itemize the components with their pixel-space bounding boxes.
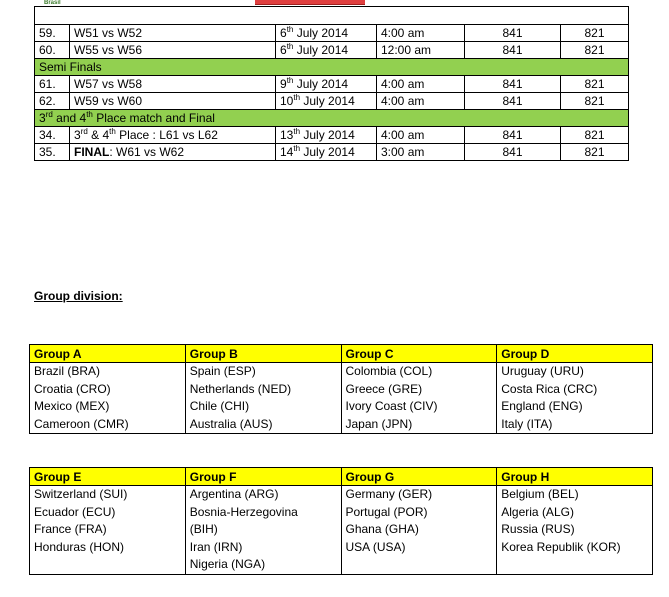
date-day: 6 [280,42,287,57]
match-number-text: 61. [39,76,56,91]
value-col-1-text: 841 [502,144,523,159]
section-text: Place match and Final [92,110,215,125]
match-time-text: 12:00 am [381,42,432,57]
team-name: Croatia (CRO) [34,381,111,396]
team-name: England (ENG) [501,399,583,413]
value-col-1-text: 841 [502,76,523,91]
section-text: and 4 [52,110,87,125]
team-name: Ecuador (ECU) [34,504,116,519]
value-col-2 [561,144,629,161]
ordinal-suffix: th [286,41,294,51]
value-col-1 [465,76,561,93]
match-time-text: 3:00 am [381,144,425,159]
team-name: Costa Rica (CRC) [501,381,598,396]
group-teams [30,363,186,434]
match-time [377,76,465,93]
date-day: 10 [280,93,294,108]
team-name: Iran (IRN) [189,539,243,554]
team-name: Italy (ITA) [501,416,553,431]
match-name-text: W51 vs W52 [74,25,143,40]
date-month-year: July 2014 [303,93,355,108]
match-name-text: W59 vs W60 [74,93,143,108]
date-day: 14 [280,144,294,159]
value-col-1 [465,144,561,161]
group-teams [341,486,497,575]
group-teams [497,486,653,575]
ordinal-suffix: th [109,126,116,136]
match-name-text: & 4 [87,127,110,142]
value-col-1-text: 841 [502,93,523,108]
value-col-2 [561,42,629,59]
match-name [70,25,276,42]
date-month-year: July 2014 [296,42,349,57]
match-date [276,25,377,42]
team-name: Belgium (BEL) [501,487,579,501]
schedule-table [34,6,629,161]
date-month-year: July 2014 [296,76,349,91]
value-col-2-text: 821 [584,93,605,108]
team-name: Honduras (HON) [34,539,125,554]
section-header [35,110,629,127]
team-name: Germany (GER) [345,487,433,501]
date-month-year: July 2014 [303,127,355,142]
match-time [377,144,465,161]
team-name: Chile (CHI) [189,399,250,413]
match-number-text: 60. [39,42,56,57]
value-col-2-text: 821 [584,144,605,159]
value-col-2 [561,127,629,144]
match-time-text: 4:00 am [381,93,425,108]
group-table-e-h [29,467,653,575]
value-col-2 [561,93,629,110]
value-col-2-text: 821 [584,25,605,40]
logo-fragment: Brasil [44,0,61,6]
date-month-year: July 2014 [303,144,355,159]
ordinal-suffix: th [86,109,93,119]
group-teams [185,363,341,434]
ordinal-suffix: th [286,75,294,85]
team-name: Greece (GRE) [345,381,423,396]
team-name: Portugal (POR) [345,504,428,519]
match-date [276,76,377,93]
team-name: Argentina (ARG) [189,487,279,501]
schedule-row [35,144,629,161]
match-name [70,42,276,59]
match-name-text: W55 vs W56 [74,42,143,57]
date-day: 13 [280,127,294,142]
team-name: Cameroon (CMR) [34,416,129,431]
ordinal-suffix: th [293,126,301,136]
schedule-row [35,110,629,127]
value-col-1-text: 841 [502,25,523,40]
schedule-row [35,42,629,59]
match-name-text: 3 [74,127,81,142]
match-name-text: : W61 vs W62 [109,144,185,159]
date-day: 9 [280,76,287,91]
blank-row-cell [35,7,629,25]
value-col-2 [561,25,629,42]
schedule-row [35,7,629,25]
match-name [70,76,276,93]
value-col-1 [465,93,561,110]
team-name: Switzerland (SUI) [34,487,128,501]
team-name: Spain (ESP) [189,364,256,378]
team-name: Japan (JPN) [345,416,413,431]
team-name: Uruguay (URU) [501,364,584,378]
team-name: Ivory Coast (CIV) [345,399,438,413]
group-header: Group F [185,468,341,486]
match-number [35,127,70,144]
match-number [35,76,70,93]
group-header: Group A [30,345,186,363]
group-teams [30,486,186,575]
group-header: Group D [497,345,653,363]
team-name: (BIH) [189,522,218,536]
value-col-1 [465,42,561,59]
group-division-heading: Group division: [34,289,123,303]
ordinal-suffix: rd [45,109,53,119]
section-label: Semi Finals [39,59,102,74]
match-number-text: 35. [39,144,56,159]
group-table-a-d [29,344,653,434]
team-name: France (FRA) [34,522,107,536]
match-name-text: W57 vs W58 [74,76,143,91]
match-date [276,144,377,161]
match-number [35,25,70,42]
group-teams [497,363,653,434]
schedule-row [35,127,629,144]
match-number-text: 59. [39,25,56,40]
match-time-text: 4:00 am [381,127,425,142]
team-name: Mexico (MEX) [34,399,110,413]
match-name [70,144,276,161]
value-col-2-text: 821 [584,127,605,142]
team-name: Brazil (BRA) [34,364,101,378]
ordinal-suffix: th [293,143,301,153]
schedule-row [35,76,629,93]
match-name-text: Place : L61 vs L62 [115,127,218,142]
group-header: Group C [341,345,497,363]
header-banner-fragment [255,0,365,5]
value-col-1 [465,127,561,144]
match-date [276,42,377,59]
schedule-row [35,59,629,76]
team-name: Nigeria (NGA) [189,557,266,571]
value-col-1-text: 841 [502,127,523,142]
team-name: Ghana (GHA) [345,522,419,536]
date-month-year: July 2014 [296,25,349,40]
schedule-row [35,93,629,110]
match-number-text: 62. [39,93,56,108]
match-name [70,93,276,110]
group-header: Group E [30,468,186,486]
team-name: Colombia (COL) [345,364,433,378]
match-number [35,42,70,59]
match-date [276,93,377,110]
match-time [377,93,465,110]
schedule-row [35,25,629,42]
match-time-text: 4:00 am [381,76,425,91]
value-col-2-text: 821 [584,76,605,91]
value-col-2 [561,76,629,93]
value-col-1 [465,25,561,42]
ordinal-suffix: th [293,92,301,102]
section-header [35,59,629,76]
team-name: Russia (RUS) [501,522,575,536]
group-header: Group H [497,468,653,486]
team-name: Korea Republik (KOR) [501,539,621,554]
team-name: Australia (AUS) [189,416,273,431]
team-name: Bosnia-Herzegovina [189,504,298,519]
group-header: Group G [341,468,497,486]
match-time [377,127,465,144]
match-time-text: 4:00 am [381,25,425,40]
match-name [70,127,276,144]
team-name: Algeria (ALG) [501,504,574,519]
ordinal-suffix: th [286,24,294,34]
match-number-text: 34. [39,127,56,142]
value-col-2-text: 821 [584,42,605,57]
match-number [35,93,70,110]
match-time [377,25,465,42]
team-name: Netherlands (NED) [189,381,292,396]
match-time [377,42,465,59]
match-date [276,127,377,144]
group-teams [185,486,341,575]
group-header: Group B [185,345,341,363]
section-text: 3 [39,110,46,125]
value-col-1-text: 841 [502,42,523,57]
group-teams [341,363,497,434]
date-day: 6 [280,25,287,40]
ordinal-suffix: rd [80,126,88,136]
match-number [35,144,70,161]
team-name: USA (USA) [345,539,406,554]
final-label: FINAL [74,144,110,159]
